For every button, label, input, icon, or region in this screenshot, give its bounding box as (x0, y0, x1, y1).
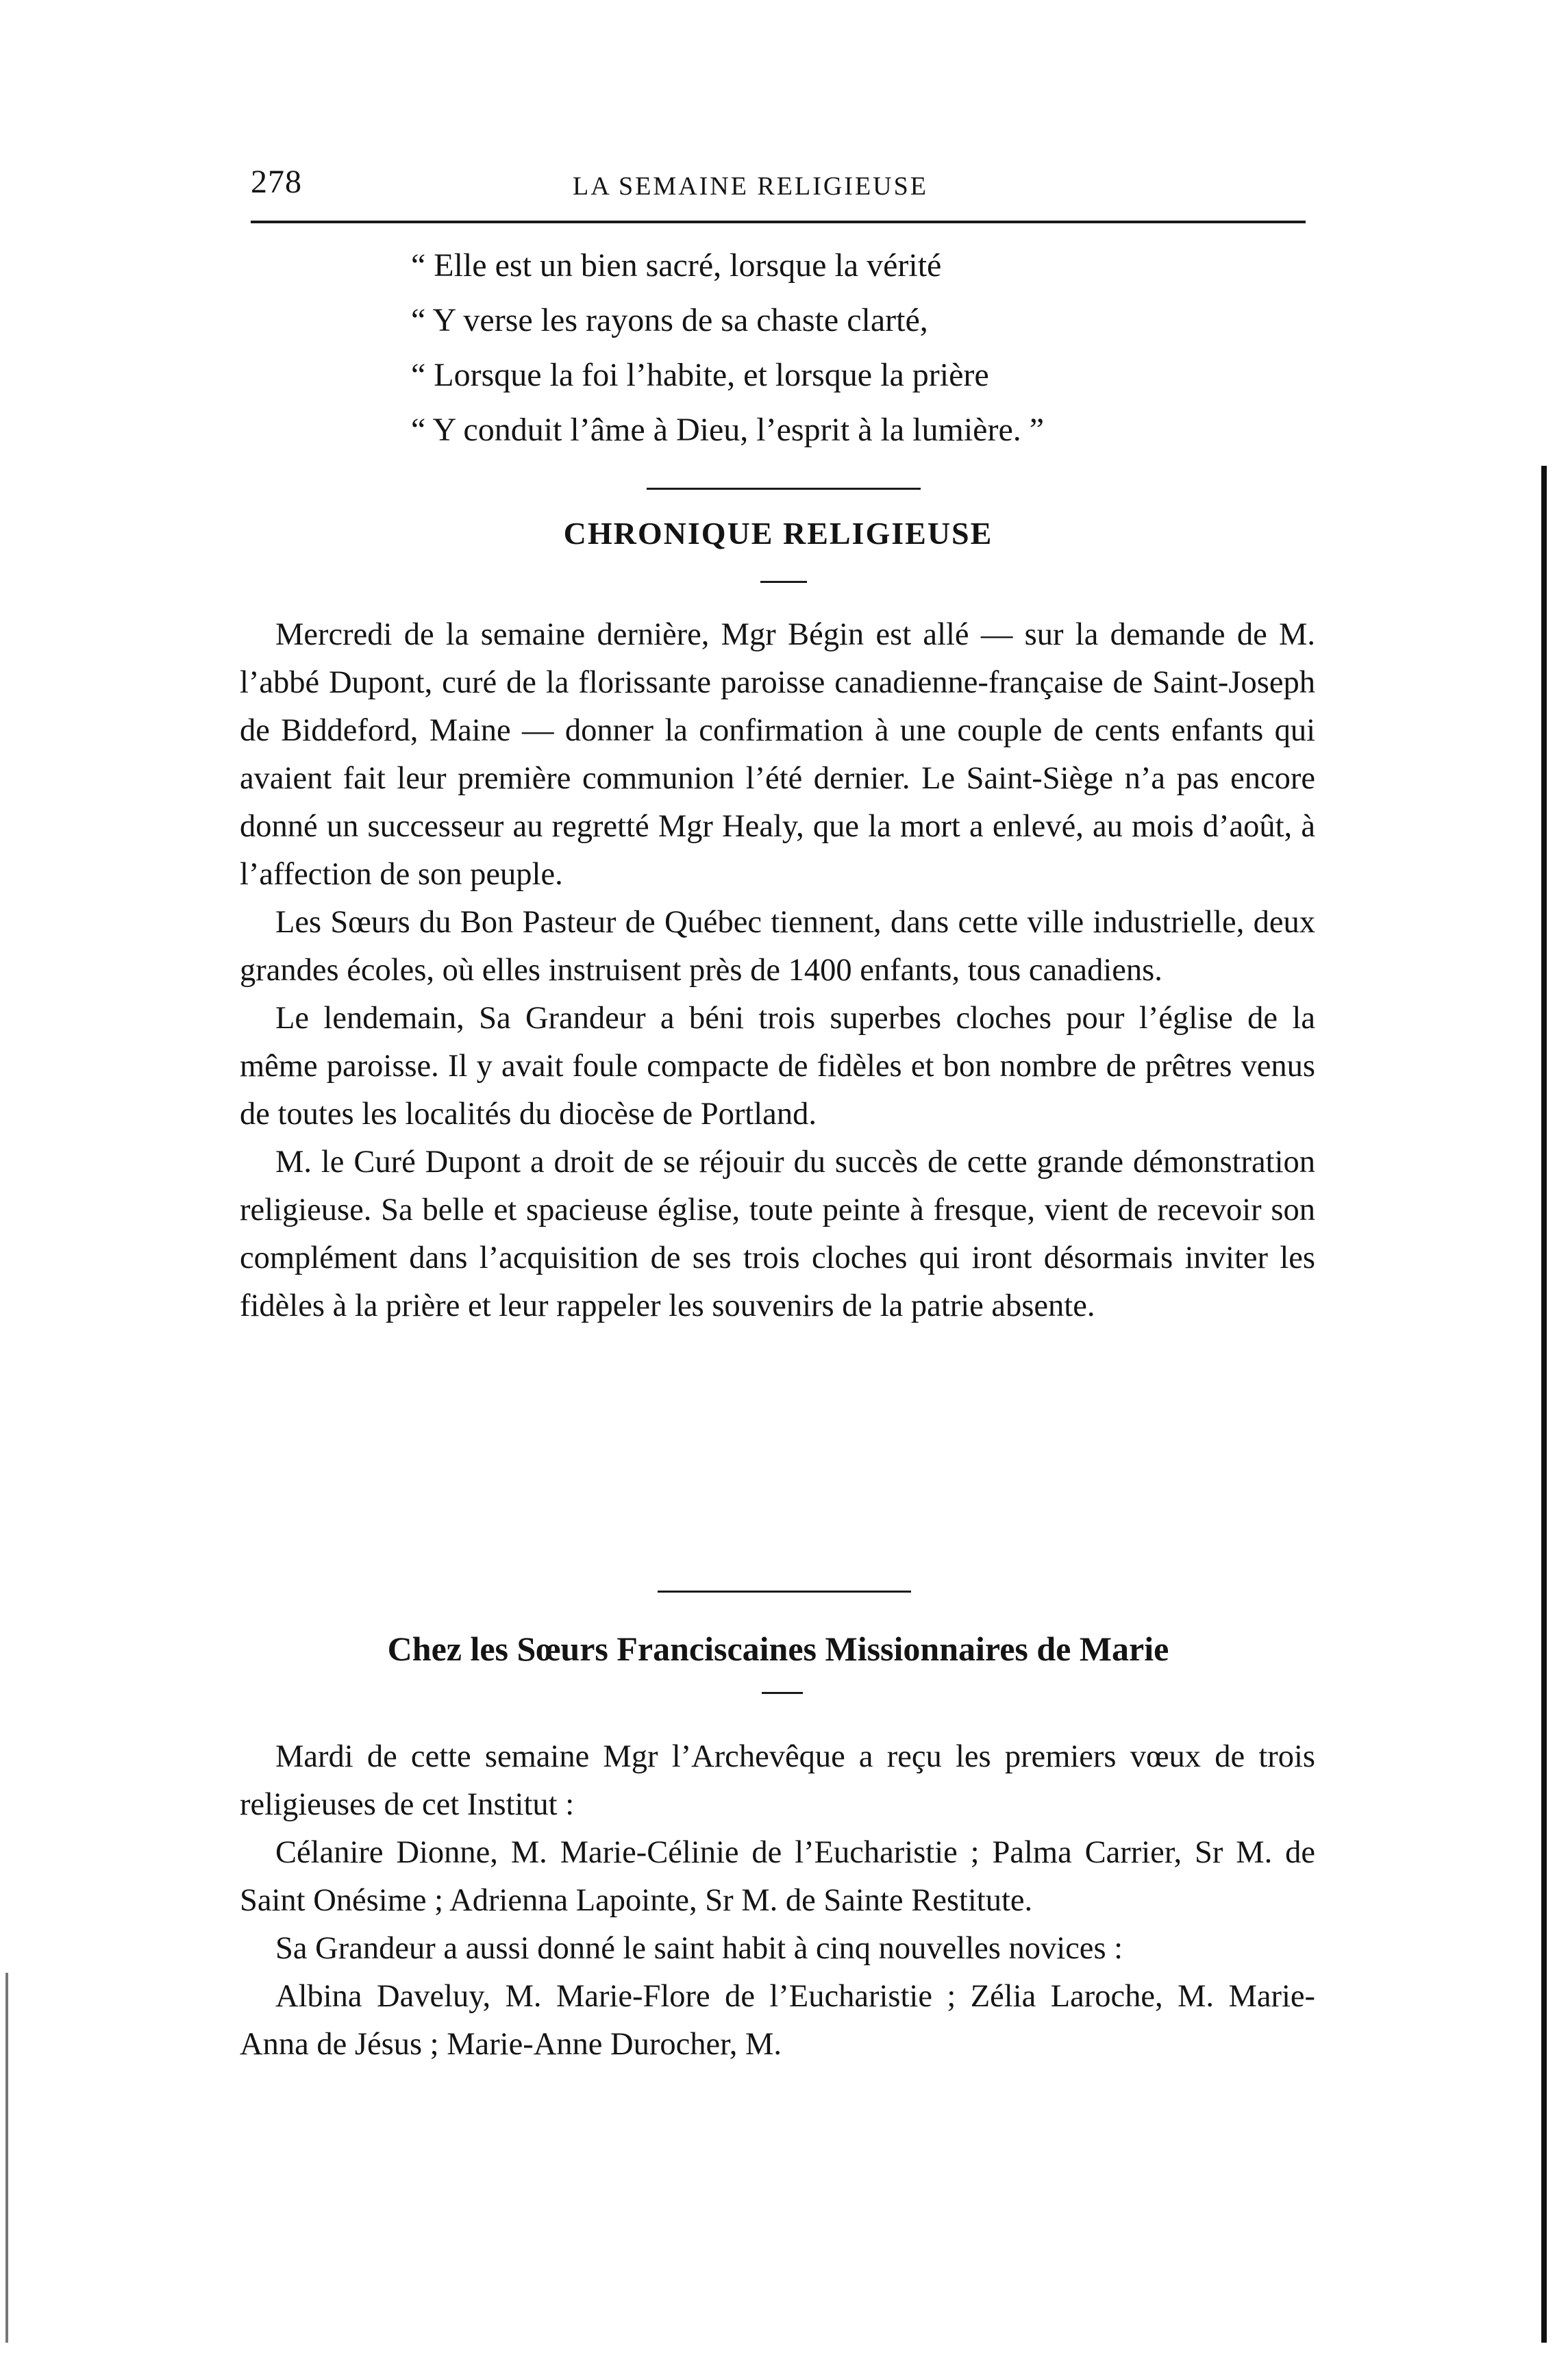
page-header (251, 163, 1306, 204)
paragraph: Célanire Dionne, M. Marie-Célinie de l’Eucharistie ; Palma Carrier, Sr M. de Saint Onésime ; Adrienna Lapointe, Sr M. de Sainte Restitute. (240, 1835, 1315, 1918)
running-title: LA SEMAINE RELIGIEUSE (573, 172, 928, 201)
franciscaines-body (240, 1733, 1315, 2069)
poem-line: “ Lorsque la foi l’habite, et lorsque la prière (411, 357, 989, 393)
paragraph: M. le Curé Dupont a droit de se réjouir du succès de cette grande démonstration religieuse. Sa belle et spacieuse église, toute peinte à fresque, vient de recevoir son complément dans l’acquisition de ses trois cloches qui iront désormais inviter les fidèles à la prière et leur rappeler les souvenirs de la patrie absente. (240, 1145, 1315, 1323)
paragraph: Les Sœurs du Bon Pasteur de Québec tiennent, dans cette ville industrielle, deux grandes écoles, où elles instruisent près de 1400 enfants, tous canadiens. (240, 905, 1315, 988)
paragraph: Sa Grandeur a aussi donné le saint habit à cinq nouvelles novices : (275, 1931, 1123, 1966)
section-title-chronique: CHRONIQUE RELIGIEUSE (563, 516, 993, 551)
title-dash (760, 581, 807, 583)
paragraph: Mercredi de la semaine dernière, Mgr Bégin est allé — sur la demande de M. l’abbé Dupont, curé de la florissante paroisse canadienne-française de Saint-Joseph de Biddeford, Maine — donner la confirmation à une couple de cents enfants qui avaient fait leur première communion l’été dernier. Le Saint-Siège n’a pas encore donné un successeur au regretté Mgr Healy, que la mort a enlevé, au mois d’août, à l’affection de son peuple. (240, 617, 1315, 892)
binding-shadow-right (1541, 466, 1547, 2343)
binding-shadow-left (5, 1973, 8, 2343)
header-rule (251, 221, 1306, 223)
paragraph: Le lendemain, Sa Grandeur a béni trois superbes cloches pour l’église de la même paroisse. Il y avait foule compacte de fidèles et bon nombre de prêtres venus de toutes les localités du diocèse de Portland. (240, 1001, 1315, 1132)
section-title-franciscaines: Chez les Sœurs Franciscaines Missionnaires de Marie (387, 1630, 1169, 1668)
title-dash (762, 1692, 803, 1694)
section-separator (647, 488, 921, 490)
poem-stanza (411, 238, 1302, 458)
chronique-body (240, 611, 1315, 1330)
poem-line: “ Y conduit l’âme à Dieu, l’esprit à la lumière. ” (411, 412, 1045, 448)
poem-line: “ Y verse les rayons de sa chaste clarté, (411, 302, 928, 338)
section-separator (658, 1591, 911, 1593)
paragraph: Albina Daveluy, M. Marie-Flore de l’Eucharistie ; Zélia Laroche, M. Marie-Anna de Jésus ; Marie-Anne Durocher, M. (240, 1979, 1315, 2062)
paragraph: Mardi de cette semaine Mgr l’Archevêque a reçu les premiers vœux de trois religieuses de cet Institut : (240, 1739, 1315, 1822)
page-number: 278 (251, 164, 302, 200)
poem-line: “ Elle est un bien sacré, lorsque la vérité (411, 247, 942, 284)
